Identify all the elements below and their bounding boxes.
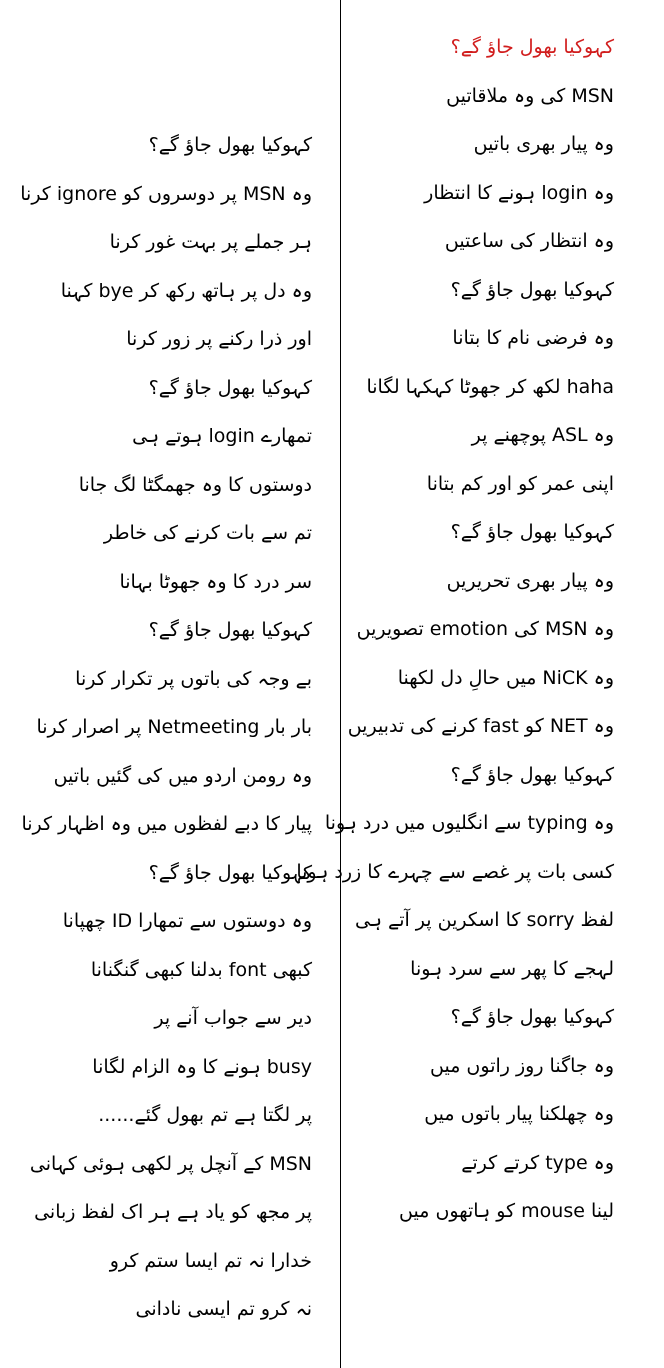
poem-line: پر مجھ کو یاد ہے ہر اک لفظ زبانی [34, 1201, 312, 1223]
poem-line: busy ہونے کا وہ الزام لگانا [92, 1055, 312, 1078]
poem-line: کسی بات پر غصے سے چہرے کا زرد ہونا [296, 860, 614, 883]
poem-line: کہوکیا بھول جاؤ گے؟ [148, 376, 312, 399]
poem-line: وہ دوستوں سے تمھارا ID چھپانا [62, 910, 312, 932]
poem-line: وہ رومن اردو میں کی گئیں باتیں [53, 764, 312, 787]
poem-line: لینا mouse کو ہاتھوں میں [399, 1200, 614, 1222]
poem-line: اور ذرا رکنے پر زور کرنا [126, 328, 312, 350]
poem-line: پر لگتا ہے تم بھول گئے...... [98, 1104, 312, 1126]
poem-line: بار بار Netmeeting پر اصرار کرنا [36, 716, 312, 738]
poem-line: وہ NiCK میں حالِ دل لکھنا [397, 666, 614, 689]
poem-line: haha لکھ کر جھوٹا کہکہا لگانا [366, 375, 614, 398]
poem-line: دوستوں کا وہ جھمگٹا لگ جانا [78, 473, 312, 496]
poem-line: نہ کرو تم ایسی نادانی [135, 1298, 312, 1320]
poem-line: خدارا نہ تم ایسا ستم کرو [109, 1249, 312, 1272]
poem-title: کہوکیا بھول جاؤ گے؟ [450, 36, 614, 58]
poem-line: کہوکیا بھول جاؤ گے؟ [148, 134, 312, 156]
poem-line: کہوکیا بھول جاؤ گے؟ [450, 521, 614, 543]
poem-line: وہ پیار بھری باتیں [473, 133, 614, 155]
poem-line: وہ انتظار کی ساعتیں [444, 230, 614, 252]
poem-line: وہ ASL پوچھنے پر [471, 424, 614, 446]
poem-line: وہ login ہونے کا انتظار [424, 181, 614, 204]
poem-line: بے وجہ کی باتوں پر تکرار کرنا [75, 667, 312, 690]
poem-line: دیر سے جواب آنے پر [154, 1007, 312, 1029]
poem-line: وہ دل پر ہاتھ رکھ کر bye کہنا [60, 279, 312, 302]
poem-line: کہوکیا بھول جاؤ گے؟ [148, 619, 312, 641]
poem-line: ہر جملے پر بہت غور کرنا [109, 231, 312, 253]
poem-line: اپنی عمر کو اور کم بتانا [426, 472, 614, 495]
poem-line: وہ type کرتے کرتے [461, 1151, 614, 1174]
column-divider [340, 0, 341, 1368]
poem-line: لفظ sorry کا اسکرین پر آتے ہی [355, 909, 614, 931]
poem-line: وہ پیار بھری تحریریں [446, 569, 614, 592]
poem-line: وہ typing سے انگلیوں میں درد ہونا [324, 812, 614, 834]
poem-line: وہ جاگنا روز راتوں میں [430, 1054, 614, 1077]
poem-line: وہ MSN کی emotion تصویریں [356, 618, 614, 640]
poem-line: کہوکیا بھول جاؤ گے؟ [450, 278, 614, 301]
poem-line: پیار کا دبے لفظوں میں وہ اظہار کرنا [21, 813, 312, 835]
poem-line: تمھارے login ہوتے ہی [132, 425, 312, 447]
poem-line: وہ چھلکنا پیار باتوں میں [424, 1103, 614, 1125]
poem-line: کہوکیا بھول جاؤ گے؟ [450, 763, 614, 786]
poem-line: MSN کی وہ ملاقاتیں [446, 84, 614, 107]
poem-line: لہجے کا پھر سے سرد ہونا [410, 957, 614, 980]
poem-line: کبھی font بدلنا کبھی گنگنانا [90, 958, 312, 981]
poem-line: سر درد کا وہ جھوٹا بہانا [119, 570, 312, 593]
poem-line: تم سے بات کرنے کی خاطر [103, 522, 312, 544]
poem-line: MSN کے آنچل پر لکھی ہوئی کہانی [29, 1152, 312, 1175]
poem-line: وہ فرضی نام کا بتانا [452, 327, 614, 349]
poem-line: وہ MSN پر دوسروں کو ignore کرنا [20, 182, 312, 205]
poem-line: کہوکیا بھول جاؤ گے؟ [148, 861, 312, 884]
poem-line: کہوکیا بھول جاؤ گے؟ [450, 1006, 614, 1028]
poem-line: وہ NET کو fast کرنے کی تدبیریں [347, 715, 614, 737]
